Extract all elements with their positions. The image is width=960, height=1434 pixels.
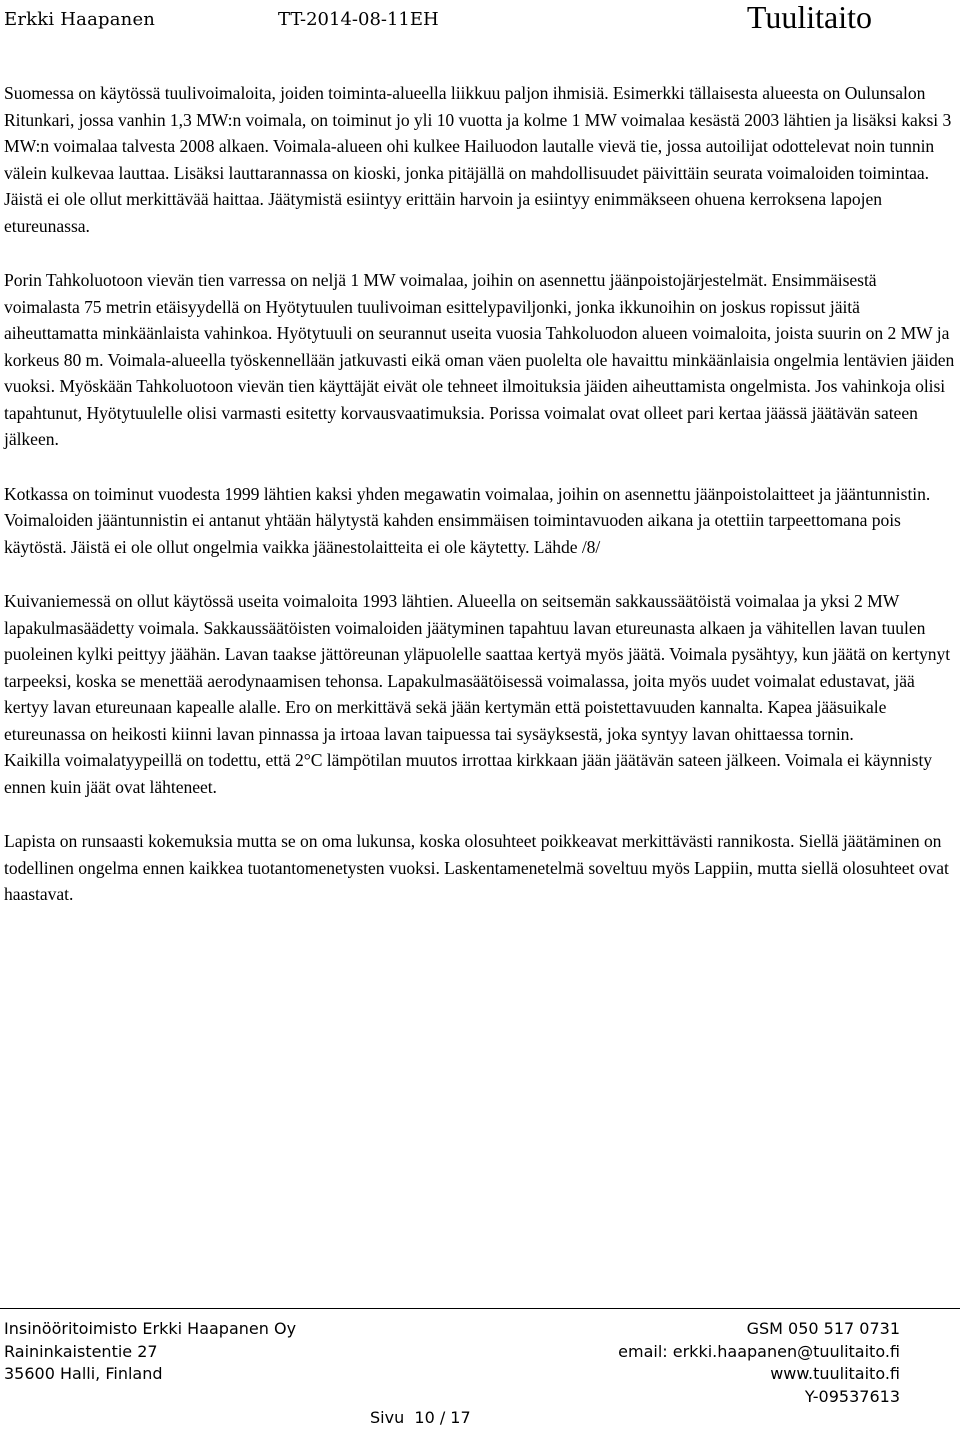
document-body xyxy=(4,80,956,936)
footer-phone: GSM 050 517 0731 xyxy=(746,1319,900,1338)
footer-city: 35600 Halli, Finland xyxy=(4,1364,163,1383)
footer-street: Raininkaistentie 27 xyxy=(4,1341,158,1361)
footer-address xyxy=(4,1318,296,1386)
header-brand: Tuulitaito xyxy=(746,0,872,35)
header-document-id: TT-2014-08-11EH xyxy=(278,9,439,30)
paragraph-lappi: Lapista on runsaasti kokemuksia mutta se on oma lukunsa, koska olosuhteet poikkeavat merkittävästi rannikosta. Siellä jäätäminen on todellinen ongelma ennen kaikkea tuotantomenetysten vuoksi. Laskentamenetelmä soveltuu myös Lappiin, mutta siellä olosuhteet ovat haastavat. xyxy=(4,831,949,904)
page-number: Sivu 10 / 17 xyxy=(370,1408,471,1427)
footer-contact xyxy=(618,1318,900,1408)
paragraph-pori: Porin Tahkoluotoon vievän tien varressa on neljä 1 MW voimalaa, joihin on asennettu jäänpoistojärjestelmät. Ensimmäisestä voimalasta 75 metrin etäisyydellä on Hyötytuulen tuulivoiman esittelypaviljonki, jonka ikkunoihin on joskus ropissut jäitä aiheuttamatta minkäänlaista vahinkoa. Hyötytuuli on seurannut useita vuosia Tahkoluodon alueen voimaloita, joista suurin on 2 MW ja korkeus 80 m. Voimala-alueella työskennellään jatkuvasti eikä oman väen puolelta ole havaittu minkäänlaisia ongelmia lentävien jäiden vuoksi. Myöskään Tahkoluotoon vievän tien käyttäjät eivät ole tehneet ilmoituksia jäiden aiheuttamista ongelmista. Jos vahinkoja olisi tapahtunut, Hyötytuulelle olisi varmasti esitetty korvausvaatimuksia. Porissa voimalat ovat olleet pari kertaa jäässä jäätävän sateen jälkeen. xyxy=(4,270,955,449)
header-author: Erkki Haapanen xyxy=(4,9,156,30)
footer-divider xyxy=(0,1308,960,1309)
paragraph-temperature: Kaikilla voimalatyypeillä on todettu, että 2°C lämpötilan muutos irrottaa kirkkaan jään jäätävän sateen jälkeen. Voimala ei käynnisty ennen kuin jäät ovat lähteneet. xyxy=(4,750,933,797)
footer-email: email: erkki.haapanen@tuulitaito.fi xyxy=(618,1341,900,1361)
page-header xyxy=(0,0,960,40)
paragraph-kuivaniemi: Kuivaniemessä on ollut käytössä useita voimaloita 1993 lähtien. Alueella on seitsemän sakkaussäätöistä voimalaa ja yksi 2 MW lapakulmasäädetty voimala. Sakkaussäätöisten voimaloiden jäätyminen tapahtuu lavan etureunasta alkaen ja vähitellen lavan tuulen puoleinen kylki peittyy jäähän. Lavan taakse jättöreunan yläpuolelle saattaa kertyä myös jäätä. Voimala pysähtyy, kun jäätä on kertynyt tarpeeksi, koska se menettää aerodynaamisen tehonsa. Lapakulmasäätöisessä voimalassa, joita myös uudet voimalat edustavat, jää kertyy lavan etureunaan kapealle alalle. Ero on merkittävä sekä jään kertymän että poistettavuuden kannalta. Kapea jääsuikale etureunassa on heikosti kiinni lavan pinnassa ja irtoaa lavan taipuessa tai sysäyksestä, joka syntyy lavan ohittaessa tornin. xyxy=(4,591,951,744)
paragraph-oulunsalo: Suomessa on käytössä tuulivoimaloita, joiden toiminta-alueella liikkuu paljon ihmisiä. Esimerkki tällaisesta alueesta on Oulunsalon Ritunkari, jossa vanhin 1,3 MW:n voimala, on toiminut jo yli 10 vuotta ja kolme 1 MW voimalaa kesästä 2003 lähtien ja lisäksi kaksi 3 MW:n voimalaa talvesta 2008 alkaen. Voimala-alueen ohi kulkee Hailuodon lautalle vievä tie, jossa autoilijat odottelevat noin tunnin välein kulkevaa lauttaa. Lisäksi lauttarannassa on kioski, jonka pitäjällä on mahdollisuudet päivittäin seurata voimaloiden toimintaa. Jäistä ei ole ollut merkittävää haittaa. Jäätymistä esiintyy erittäin harvoin ja esiintyy enimmäkseen ohuena kerroksena lapojen etureunassa. xyxy=(4,83,952,236)
footer-website: www.tuulitaito.fi xyxy=(770,1364,900,1383)
footer-business-id: Y-09537613 xyxy=(804,1386,900,1406)
footer-company: Insinööritoimisto Erkki Haapanen Oy xyxy=(4,1319,297,1338)
paragraph-kotka: Kotkassa on toiminut vuodesta 1999 lähtien kaksi yhden megawatin voimalaa, joihin on asennettu jäänpoistolaitteet ja jääntunnistin. Voimaloiden jääntunnistin ei antanut yhtään hälytystä kahden ensimmäisen toimintavuoden aikana ja otettiin tarpeettomana pois käytöstä. Jäistä ei ole ollut ongelmia vaikka jäänestolaitteita ei ole käytetty. Lähde /8/ xyxy=(4,483,931,557)
